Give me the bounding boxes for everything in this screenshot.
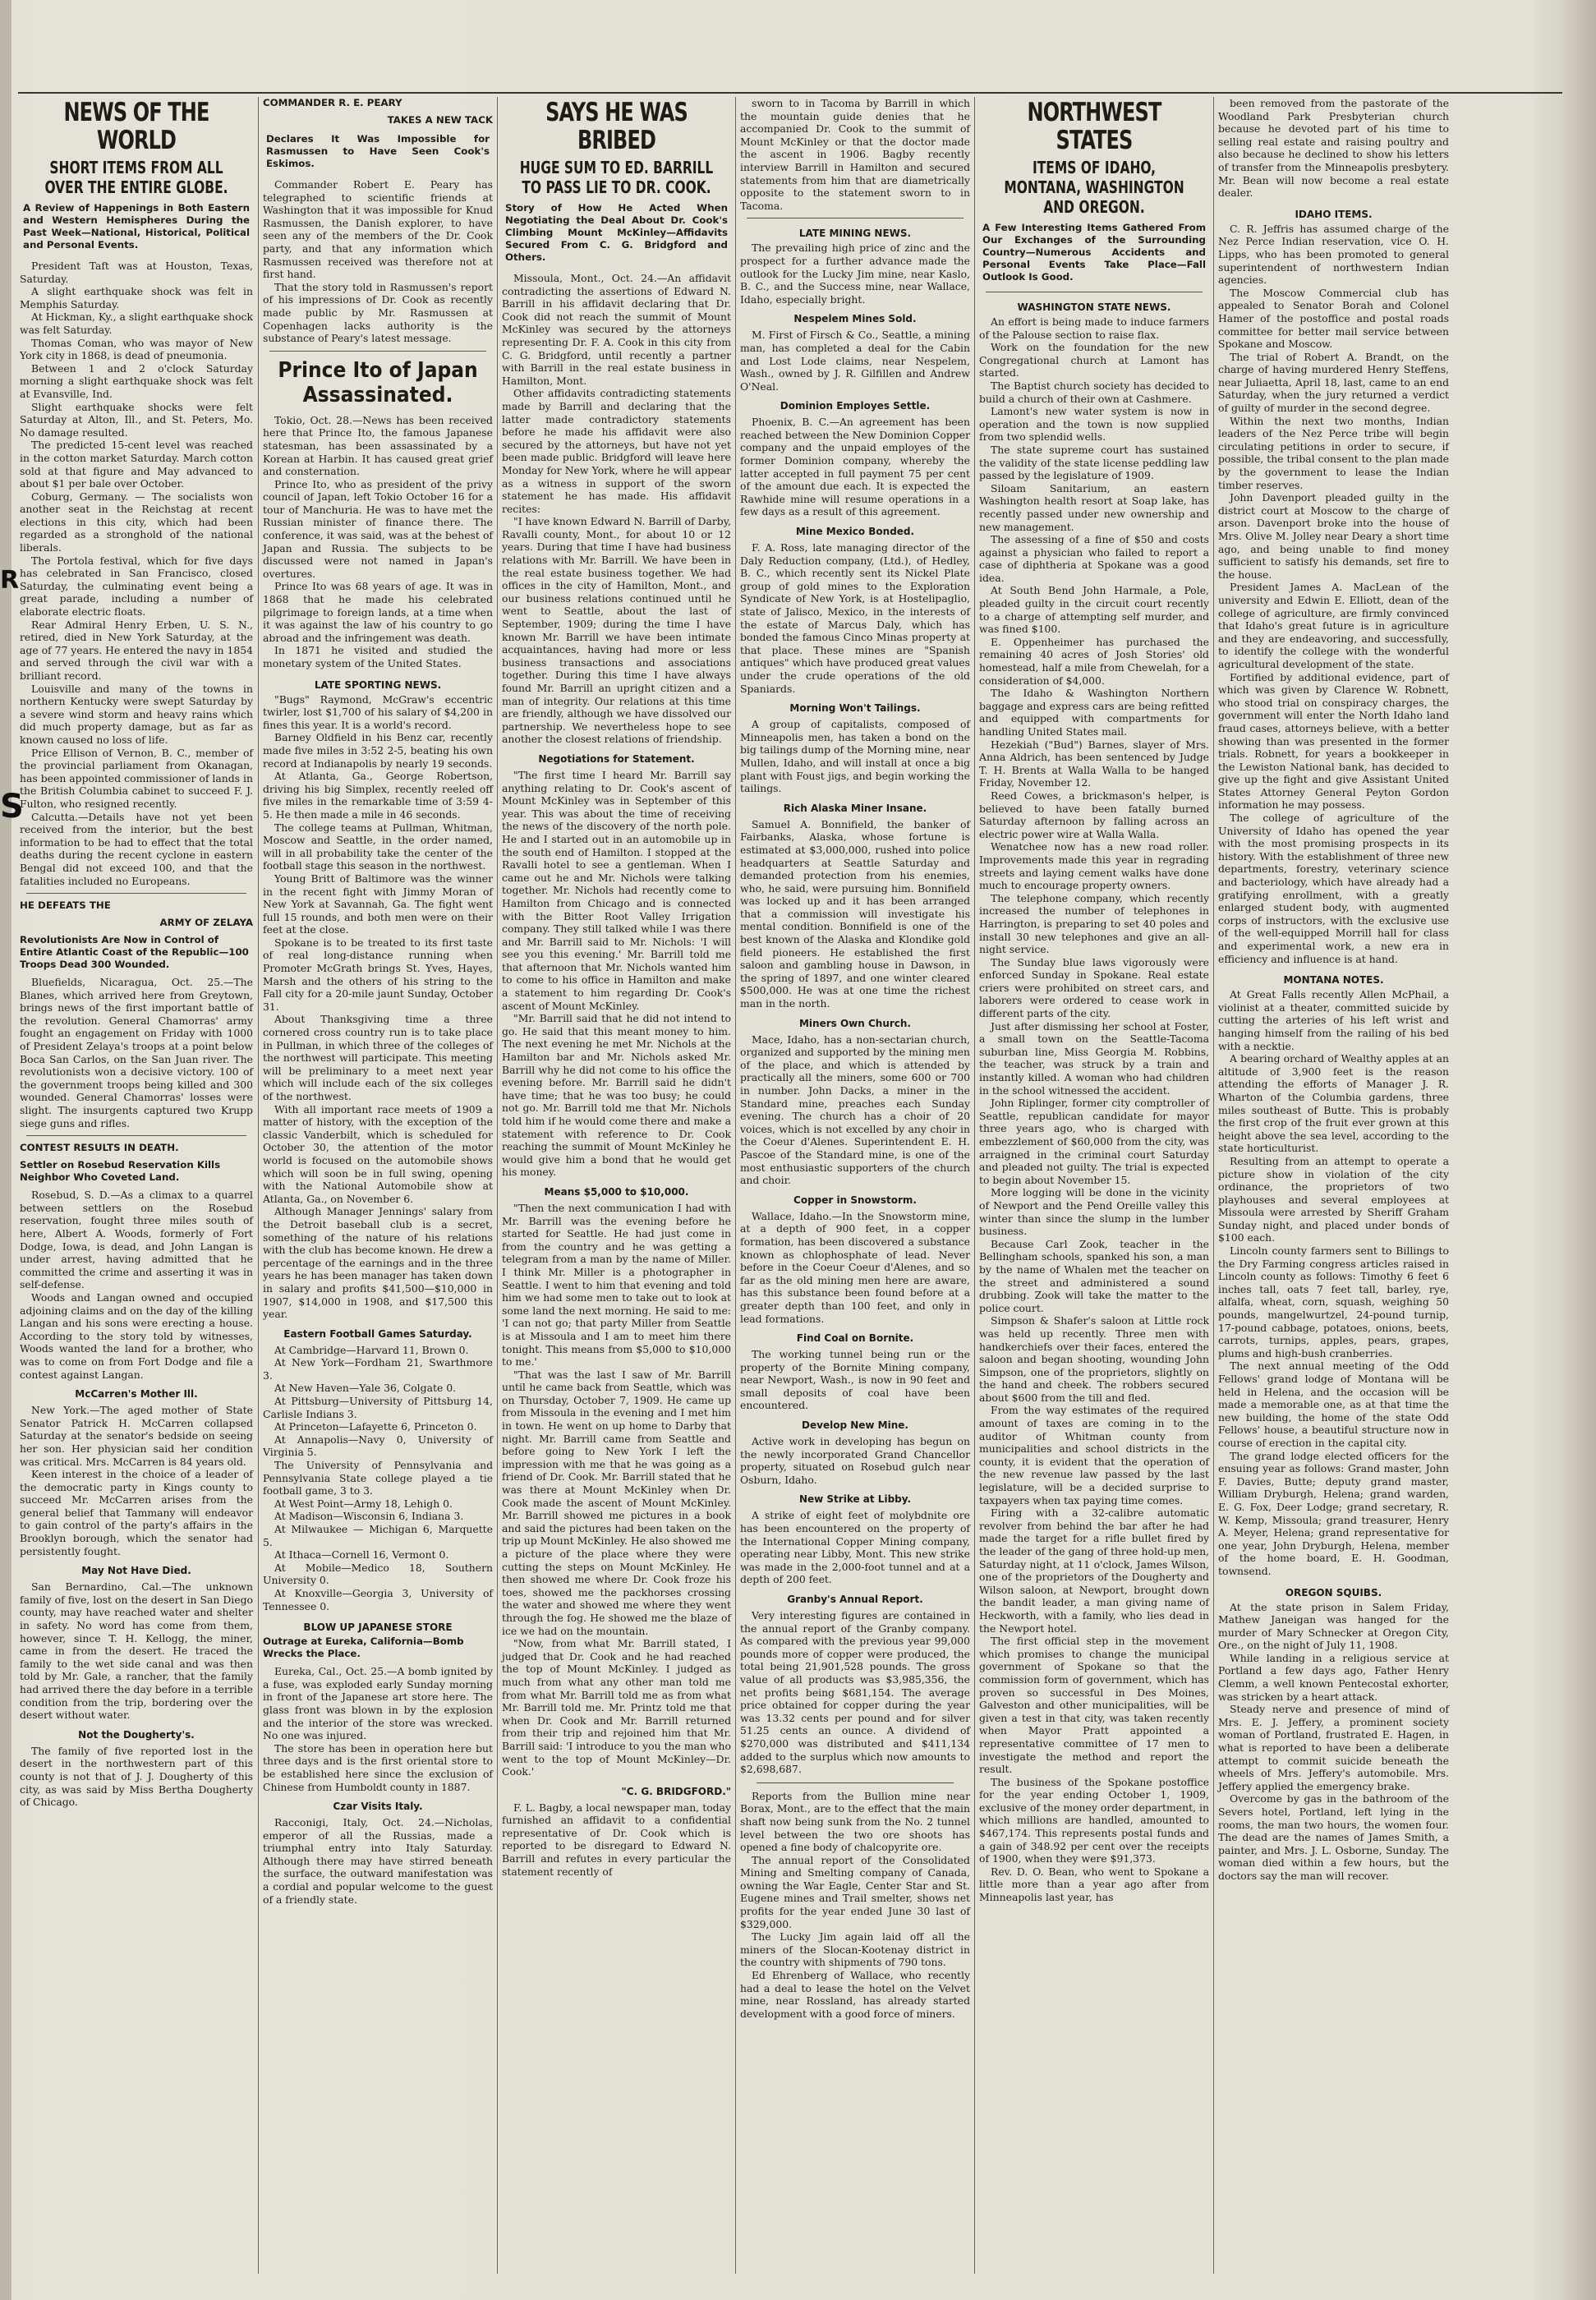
section-headline: CONTEST RESULTS IN DEATH. — [20, 1142, 179, 1154]
paragraph: sworn to in Tacoma by Barrill in which the mountain guide denies that he accompanied Dr. Cook to the summit of Mount McKinley or that the doctor made the ascent in 1906. Bagby recently interview Barrill in Hamilton and secured statements from him that are diametrically opposite to the statement sworn to in Tacoma. — [740, 97, 970, 212]
paragraph-group — [263, 1816, 493, 1906]
paragraph-group — [502, 1801, 731, 1879]
paragraph: Rear Admiral Henry Erben, U. S. N., retired, died in New York Saturday, at the age of 77 years. He entered the navy in 1854 and served through the civil war with a brilliant record. — [20, 618, 253, 682]
paragraph: The telephone company, which recently increased the number of telephones in Harrington, is preparing to set 40 poles and install 30 new telephones and give an all-night service. — [979, 891, 1209, 956]
paragraph: Within the next two months, Indian leaders of the Nez Perce tribe will begin circulating petitions in order to secure, if possible, the tribal consent to the plan made by the government to lease the Indian timber reserves. — [1218, 414, 1449, 491]
paragraph: At New Haven—Yale 36, Colgate 0. — [274, 1382, 457, 1395]
paragraph: Rev. D. O. Bean, who went to Spokane a little more than a year ago after from Minneapolis last year, has — [979, 1865, 1209, 1904]
paragraph-group — [1218, 223, 1449, 965]
paragraph-group — [20, 1580, 253, 1722]
paragraph-group — [740, 1609, 970, 1776]
section-headline: OREGON SQUIBS. — [1285, 1586, 1382, 1598]
section-deck: Revolutionists Are Now in Control of Entire Atlantic Coast of the Republic—100 Troops Dead 300 Wounded. — [20, 934, 249, 971]
item-headline: Means $5,000 to $10,000. — [544, 1185, 689, 1198]
paragraph: At Hickman, Ky., a slight earthquake shock was felt Saturday. — [20, 310, 253, 336]
paragraph: Missoula, Mont., Oct. 24.—An affidavit contradicting the assertions of Edward N. Barrill in his affidavit declaring that Dr. Cook did not reach the summit of Mount McKinley was secured by the attorneys representing Dr. F. A. Cook in this city from C. G. Bridgford, until recently a partner with Barrill in the real estate business in Hamilton, Mont. — [502, 272, 731, 387]
page-right-edge — [1563, 0, 1596, 2300]
item-headline: McCarren's Mother Ill. — [75, 1388, 198, 1401]
item-headline: Eastern Football Games Saturday. — [283, 1327, 472, 1340]
paragraph: The trial of Robert A. Brandt, on the charge of having murdered Henry Steffens, near Juliaetta, April 18, last, came to an end Saturday, when the jury returned a verdict of guilty of murder in the second degree. — [1218, 350, 1449, 415]
paragraph: Firing with a 32-calibre automatic revolver from behind the bar after he had made the target for a rifle bullet fired by the leader of the gang of three hold-up men, Saturday night, at 11 o'clock, James Wilson, one of the proprietors of the Dougherty and Wilson saloon, at Newport, brought down the bandit leader, a man giving name of Heckworth, with a family, who lies dead in the Newport hotel. — [979, 1506, 1209, 1635]
section-headline: WASHINGTON STATE NEWS. — [1017, 301, 1171, 313]
paragraph: Siloam Sanitarium, an eastern Washington health resort at Soap lake, has recently passed under new ownership and new management. — [979, 481, 1209, 533]
paragraph: About Thanksgiving time a three cornered cross country run is to take place in Pullman, in which three of the colleges of the northwest will participate. This meeting will be preliminary to a meet next year which will include each of the six colleges of the northwest. — [263, 1013, 493, 1102]
paragraph: More logging will be done in the vicinity of Newport and the Pend Oreille valley this winter than since the slump in the lumber business. — [979, 1186, 1209, 1238]
paragraph: The Baptist church society has decided to build a church of their own at Cashmere. — [979, 379, 1209, 405]
paragraph: John Davenport pleaded guilty in the district court at Moscow to the charge of arson. Davenport broke into the house of Mrs. Olive M. Jolley near Deary a short time ago, and being unable to find money sufficient to satisfy his demands, set fire to the house. — [1218, 491, 1449, 581]
section-headline: BLOW UP JAPANESE STORE — [303, 1622, 453, 1634]
paragraph: Although Manager Jennings' salary from the Detroit baseball club is a secret, something of the nature of his relations with the club has become known. He drew a percentage of the earnings and in the three years he has been manager has taken down in salary and profits $41,500—$10,000 in 1907, $14,000 in 1908, and $17,500 this year. — [263, 1205, 493, 1321]
paragraph: Spokane is to be treated to its first taste of real long-distance running when Promoter McGrath brings St. Yves, Hayes, Marsh and the others of his string to the Fall city for a 20-mile jaunt Sunday, October 31. — [263, 936, 493, 1013]
page-top-rule — [18, 92, 1562, 94]
paragraph: At West Point—Army 18, Lehigh 0. — [274, 1497, 453, 1510]
paragraph: At Annapolis—Navy 0, University of Virginia 5. — [263, 1433, 493, 1459]
paragraph: At Cambridge—Harvard 11, Brown 0. — [274, 1343, 469, 1356]
paragraph: Bluefields, Nicaragua, Oct. 25.—The Blanes, which arrived here from Greytown, brings news of the first important battle of the revolution. General Chamorras' army fought an engagement on Friday with 1000 of President Zelaya's troops at a point below Boca San Carlos, on the San Juan river. The revolutionists won a decisive victory. 100 of the government troops being killed and 300 wounded. General Chamorras' losses were slight. The insurgents captured two Krupp siege guns and rifles. — [20, 976, 253, 1129]
section-headline: ARMY OF ZELAYA — [159, 917, 253, 929]
column-rule — [258, 97, 259, 2274]
paragraph-group — [740, 718, 970, 795]
paragraph: Overcome by gas in the bathroom of the Severs hotel, Portland, left lying in the rooms, the man two hours, the women four. The dead are the names of James Smith, a painter, and Mrs. J. L. Osborne, Sunday. The woman died within a few hours, but the doctors say the man will recover. — [1218, 1792, 1449, 1882]
paragraph: Lincoln county farmers sent to Billings to the Dry Farming congress articles raised in Lincoln county as follows: Timothy 6 feet 6 inches tall, oats 7 feet tall, barley, rye, alfalfa, wheat, corn, squash, weighing 50 pounds, mangelwurtzel, 24-pound turnip, 17-pound cabbage, potatoes, onions, beets, carrots, turnips, apples, pears, grapes, plums and high-bush cranberries. — [1218, 1244, 1449, 1359]
section-headline: MONTANA NOTES. — [1283, 974, 1384, 987]
paragraph: The University of Pennsylvania and Pennsylvania State college played a tie football game, 3 to 3. — [263, 1459, 493, 1497]
paragraph-group — [740, 242, 970, 306]
adjacent-page-fragment: S — [0, 788, 24, 826]
paragraph-group — [740, 97, 970, 212]
paragraph-group — [740, 541, 970, 695]
paragraph: F. L. Bagby, a local newspaper man, today furnished an affidavit to a confidential representative of Dr. Cook which is reported to be disregard to Edward N. Barrill and refutes in every particular the statement recently of — [502, 1801, 731, 1878]
section-headline: IDAHO ITEMS. — [1295, 208, 1373, 220]
paragraph: Mace, Idaho, has a non-sectarian church, organized and supported by the mining men of the place, and which is attended by practically all the miners, some 600 or 700 in number. John Dacks, a miner in the Standard mine, preaches each Sunday evening. The church has a choir of 20 voices, which is not excelled by any choir in the Coeur d'Alenes. Superintendent E. H. Pascoe of the Standard mine, is one of the most enthusiastic supporters of the church and choir. — [740, 1033, 970, 1187]
paragraph: Rosebud, S. D.—As a climax to a quarrel between settlers on the Rosebud reservation, fought three miles south of here, Albert A. Woods, formerly of Fort Dodge, Iowa, is dead, and John Langan is under arrest, having admitted that he committed the crime and asserting it was in self-defense. — [20, 1189, 253, 1291]
item-headline: Copper in Snowstorm. — [793, 1194, 917, 1206]
paragraph-group — [502, 272, 731, 746]
paragraph: At Mobile—Medico 18, Southern University 0. — [263, 1561, 493, 1587]
paragraph: "Bugs" Raymond, McGraw's eccentric twirler, lost $1,700 of his salary of $4,200 in fines this year. It is a world's record. — [263, 692, 493, 731]
paragraph: Resulting from an attempt to operate a picture show in violation of the city ordinance, the proprietors of two playhouses and several employees at Missoula were arrested by Sheriff Graham Sunday night, and placed under bonds of $100 each. — [1218, 1154, 1449, 1244]
paragraph-group — [740, 1210, 970, 1325]
paragraph: Ed Ehrenberg of Wallace, who recently had a deal to lease the hotel on the Velvet mine, near Rossland, has already started development with a good force of miners. — [740, 1969, 970, 2020]
paragraph: With all important race meets of 1909 a matter of history, with the exception of the classic Vanderbilt, which is scheduled for October 30, the attention of the motor world is focused on the automobile shows which will soon be in full swing, opening with the National Automobile show at Atlanta, Ga., on November 6. — [263, 1102, 493, 1205]
paragraph: A bearing orchard of Wealthy apples at an altitude of 3,900 feet is the reason attending the efforts of Manager J. R. Wharton of the Columbia gardens, three miles southeast of Butte. This is probably the first crop of the fruit ever grown at this height above the sea level, according to the state horticulturist. — [1218, 1052, 1449, 1155]
paragraph: New York.—The aged mother of State Senator Patrick H. McCarren collapsed Saturday at the senator's bedside on seeing her son. Her physician said her condition was critical. Mrs. McCarren is 84 years old. — [20, 1404, 253, 1468]
paragraph: The state supreme court has sustained the validity of the state license peddling law passed by the legislature of 1909. — [979, 443, 1209, 482]
paragraph: The working tunnel being run or the property of the Bornite Mining company, near Newport, Wash., is now in 90 feet and small deposits of coal have been encountered. — [740, 1348, 970, 1412]
paragraph: The Moscow Commercial club has appealed to Senator Borah and Colonel Hamer of the postoffice and postal roads committee for better mail service between Spokane and Moscow. — [1218, 286, 1449, 351]
item-headline: Nespelem Mines Sold. — [793, 313, 917, 325]
item-headline: Develop New Mine. — [802, 1419, 908, 1432]
item-headline: Find Coal on Bornite. — [796, 1332, 914, 1345]
paragraph: Barney Oldfield in his Benz car, recently made five miles in 3:52 2-5, beating his own record at Indianapolis by nearly 19 seconds. — [263, 731, 493, 770]
paragraph-group — [20, 1404, 253, 1557]
section-divider — [26, 893, 246, 894]
paragraph: From the way estimates of the required amount of taxes are coming in to the auditor of Whitman county from municipalities and school districts in the county, it is evident that the operation of the new revenue law passed by the last legislature, will be a decided surprise to taxpayers when tax paying time comes. — [979, 1404, 1209, 1506]
paragraph-group — [979, 315, 1209, 1904]
item-headline: Czar Visits Italy. — [333, 1801, 423, 1813]
paragraph: That the story told in Rasmussen's report of his impressions of Dr. Cook as recently made public by Mr. Rasmussen at Copenhagen lacks authority is the substance of Peary's latest message. — [263, 280, 493, 345]
paragraph: Tokio, Oct. 28.—News has been received here that Prince Ito, the famous Japanese statesman, has been assassinated by a Korean at Harbin. It has caused great grief and consternation. — [263, 413, 493, 478]
paragraph: Commander Robert E. Peary has telegraphed to scientific friends at Washington that it was impossible for Knud Rasmussen, the Danish explorer, to have seen any of the members of the Dr. Cook party, and that any information which Rasmussen received was therefore not at first hand. — [263, 178, 493, 281]
paragraph: The Idaho & Washington Northern baggage and express cars are being refitted and equipped with compartments for handling United States mail. — [979, 687, 1209, 738]
item-headline: Miners Own Church. — [798, 1017, 911, 1029]
paragraph: John Riplinger, former city comptroller of Seattle, republican candidate for mayor three years ago, who is charged with embezzlement of $60,000 from the city, was arraigned in the criminal court Saturday and pleaded not guilty. The trial is expected to begin about November 15. — [979, 1097, 1209, 1186]
paragraph: Samuel A. Bonnifield, the banker of Fairbanks, Alaska, whose fortune is estimated at $3,000,000, rushed into police headquarters at Seattle Saturday and demanded protection from his enemies, who, he said, were pursuing him. Bonnifield was locked up and it has been arranged that a commission will investigate his mental condition. Bonnifield is one of the best known of the Alaska and Klondike gold field pioneers. He established the first saloon and gambling house in Dawson, in the spring of 1897, and one winter cleared $500,000. He was at one time the richest man in the north. — [740, 817, 970, 1010]
paragraph-group — [1218, 97, 1449, 200]
paragraph: Calcutta.—Details have not yet been received from the interior, but the best information to be had to effect that the total deaths during the recent cyclone in eastern Bengal did not exceed 100, and that the fatalities included no Europeans. — [20, 810, 253, 887]
paragraph-group — [263, 1665, 493, 1793]
column-mining-news — [740, 97, 970, 2274]
paragraph: Racconigi, Italy, Oct. 24.—Nicholas, emperor of all the Russias, made a triumphal entry into Italy Saturday. Although there may have stirred beneath the surface, the outward manifestation was a cordial and popular welcome to the guest of a friendly state. — [263, 1816, 493, 1906]
paragraph-group — [20, 1745, 253, 1809]
column-peary-ito-sports — [263, 97, 493, 2274]
paragraph-group — [740, 818, 970, 1010]
paragraph: At Milwaukee — Michigan 6, Marquette 5. — [263, 1523, 493, 1548]
paragraph-group — [1218, 988, 1449, 1577]
paragraph: Prince Ito was 68 years of age. It was in 1868 that he made his celebrated pilgrimage to foreign lands, at a time when it was against the law of his country to go abroad and the infringement was death. — [263, 580, 493, 644]
paragraph: An effort is being made to induce farmers of the Palouse section to raise flax. — [979, 315, 1209, 341]
paragraph: Coburg, Germany. — The socialists won another seat in the Reichstag at recent elections in this city, which had been regarded as a stronghold of the national liberals. — [20, 490, 253, 554]
paragraph: President James A. MacLean of the university and Edwin E. Elliott, dean of the college of agriculture, are firmly convinced that Idaho's great future is in agriculture and they are endeavoring, and successfully, to identify the college with the wonderful agricultural development of the state. — [1218, 581, 1449, 670]
paragraph: Wallace, Idaho.—In the Snowstorm mine, at a depth of 900 feet, in a copper formation, has been discovered a substance known as chlophosphate of lead. Never before in the Coeur Coeur d'Alenes, and so far as the old mining men here are aware, has this substance been found before at a greater depth than 100 feet, and only in lead formations. — [740, 1209, 970, 1325]
paragraph: "Now, from what Mr. Barrill stated, I judged that Dr. Cook and he had reached the top of Mount McKinley. I judged as much from what any other man told me from what Mr. Barrill told me as from what Mr. Barrill told me. Mr. Printz told me that when Dr. Cook and Mr. Barrill returned from their trip and rejoined him that Mr. Barrill said: 'I introduce to you the man who went to the top of Mount McKinley—Dr. Cook.' — [502, 1637, 731, 1778]
column-says-he-was-bribed — [502, 97, 731, 2274]
paragraph: At Madison—Wisconsin 6, Indiana 3. — [274, 1510, 464, 1523]
paragraph: At South Bend John Harmale, a Pole, pleaded guilty in the circuit court recently to a charge of attempting self murder, and was fined $100. — [979, 584, 1209, 636]
section-divider — [757, 1782, 954, 1783]
deck: Declares It Was Impossible for Rasmussen to Have Seen Cook's Eskimos. — [266, 133, 490, 169]
paragraph-group — [740, 1348, 970, 1412]
paragraph-group — [740, 329, 970, 393]
headline: SAYS HE WAS BRIBED — [545, 98, 688, 155]
paragraph: The Lucky Jim again laid off all the miners of the Slocan-Kootenay district in the country with shipments of 790 tons. — [740, 1930, 970, 1969]
paragraph: At Princeton—Lafayette 6, Princeton 0. — [274, 1420, 477, 1433]
paragraph: C. R. Jeffris has assumed charge of the Nez Perce Indian reservation, vice O. H. Lipps, who has been promoted to general superintendent of northwestern Indian agencies. — [1218, 222, 1449, 287]
paragraph: Louisville and many of the towns in northern Kentucky were swept Saturday by a severe wind storm and heavy rains which did much property damage, but as far as known caused no loss of life. — [20, 682, 253, 746]
section-headline: LATE MINING NEWS. — [798, 228, 912, 240]
paragraph: The Sunday blue laws vigorously were enforced Sunday in Spokane. Real estate criers were prohibited on street cars, and laborers were ordered to cease work in different parts of the city. — [979, 955, 1209, 1020]
paragraph: Woods and Langan owned and occupied adjoining claims and on the day of the killing Langan and his sons were erecting a house. According to the story told by witnesses, Woods wanted the land for a brother, who was to come on from Fort Dodge and file a contest against Langan. — [20, 1290, 253, 1381]
paragraph: "Mr. Barrill said that he did not intend to go. He said that this meant money to him. The next evening he met Mr. Nichols at the Hamilton bar and Mr. Nichols asked Mr. Barrill why he did not come to his office the evening before. Mr. Barrill said he didn't have time; that he was too busy; he could not go. Mr. Barrill told me that Mr. Nichols told him if he would come there and make a statement with reference to Dr. Cook reaching the summit of Mount McKinley he would give him a bond that he would get his money. — [502, 1012, 731, 1179]
paragraph: President Taft was at Houston, Texas, Saturday. — [20, 260, 253, 285]
item-headline: Negotiations for Statement. — [538, 752, 695, 765]
column-rule — [974, 97, 975, 2274]
adjacent-page-fragment: R — [0, 566, 20, 595]
column-northwest-states — [979, 97, 1209, 2274]
paragraph: The annual report of the Consolidated Mining and Smelting company of Canada, owning the War Eagle, Center Star and St. Eugene mines and Trail smelter, shows net profits for the year ended June 30 last of $329,000. — [740, 1853, 970, 1930]
paragraph: Work on the foundation for the new Congregational church at Lamont has started. — [979, 341, 1209, 380]
column-rule — [1213, 97, 1214, 2274]
paragraph: At Ithaca—Cornell 16, Vermont 0. — [274, 1548, 449, 1562]
paragraph: Slight earthquake shocks were felt Saturday at Alton, Ill., and St. Peters, Mo. No damage resulted. — [20, 400, 253, 439]
item-headline: New Strike at Libby. — [798, 1493, 912, 1506]
paragraph: Just after dismissing her school at Foster, a small town on the Seattle-Tacoma suburban line, Miss Georgia M. Robbins, the teacher, was struck by a train and instantly killed. A woman who had children in the school witnessed the accident. — [979, 1019, 1209, 1097]
paragraph-group — [740, 1790, 970, 2021]
paragraph: F. A. Ross, late managing director of the Daly Reduction company, (Ltd.), of Hedley, B. C., which recently sent its Nickel Plate group of gold mines to the Exploration Syndicate of New York, is at Hostelipaglio, state of Jalisco, Mexico, in the interests of the estate of Marcus Daly, which has bonded the famous Cinco Minas property at that place. These mines are "Spanish antiques" which have produced great values under the crude operations of the old Spaniards. — [740, 541, 970, 695]
signature: "C. G. BRIDGFORD." — [621, 1785, 731, 1797]
section-headline: HE DEFEATS THE — [20, 899, 111, 912]
column-state-items — [1218, 97, 1449, 2274]
item-headline: Rich Alaska Miner Insane. — [783, 802, 927, 814]
paragraph: Thomas Coman, who was mayor of New York city in 1868, is dead of pneumonia. — [20, 336, 253, 362]
paragraph-group — [740, 1509, 970, 1586]
paragraph-group — [20, 1189, 253, 1381]
kicker: TAKES A NEW TACK — [387, 114, 493, 126]
paragraph: At Knoxville—Georgia 3, University of Tennessee 0. — [263, 1586, 493, 1612]
paragraph: Price Ellison of Vernon, B. C., member of the provincial parliament from Okanagan, has been appointed commissioner of lands in the British Columbia cabinet to succeed F. J. Fulton, who resigned recently. — [20, 746, 253, 810]
paragraph-group — [1218, 1601, 1449, 1883]
subheadline: SHORT ITEMS FROM ALL OVER THE ENTIRE GLOBE. — [44, 158, 228, 197]
paragraph: Fortified by additional evidence, part of which was given by Clarence W. Robnett, who stood trial on conspiracy charges, the government will enter the North Idaho land fraud cases, attorneys believe, with a better showing than was presented in the former trials. Robnett, for years a bookkeeper in the Lewiston National bank, has decided to give up the fight and give Assistant United States Attorney General Peyton Gordon information he may possess. — [1218, 670, 1449, 812]
paragraph: A strike of eight feet of molybdnite ore has been encountered on the property of the International Copper Mining company, operating near Libby, Mont. This new strike was made in the 2,000-foot tunnel and at a depth of 200 feet. — [740, 1509, 970, 1586]
item-headline: Morning Won't Tailings. — [789, 702, 921, 715]
section-divider — [26, 1135, 246, 1136]
item-headline: Mine Mexico Bonded. — [795, 526, 915, 538]
paragraph-group — [20, 260, 253, 887]
paragraph: At the state prison in Salem Friday, Mathew Janeigan was hanged for the murder of Mary Schnecker at Oregon City, Ore., on the night of July 11, 1908. — [1218, 1600, 1449, 1652]
paragraph: At Pittsburg—University of Pittsburg 14, Carlisle Indians 3. — [263, 1395, 493, 1420]
paragraph-group — [20, 976, 253, 1129]
paragraph: The assessing of a fine of $50 and costs against a physician who failed to report a case of diphtheria at Spokane was a good idea. — [979, 533, 1209, 584]
column-rule — [735, 97, 736, 2274]
paragraph-group — [263, 1344, 493, 1612]
paragraph-group — [740, 1435, 970, 1486]
deck: A Review of Happenings in Both Eastern and Western Hemispheres During the Past Week—National, Historical, Political and Personal Events. — [23, 202, 250, 251]
paragraph: "The first time I heard Mr. Barrill say anything relating to Dr. Cook's ascent of Mount McKinley was in September of this year. This was about the time of receiving the news of the discovery of the north pole. He and I started out in an automobile up in the south end of Hamilton. I stopped at the Ravalli hotel to see a gentleman. When I came out he and Mr. Nichols were talking together. Mr. Nichols had recently come to Hamilton from Chicago and is connected with the Bitter Root Valley Irrigation company. They still talked while I was there and Mr. Barrill said to Mr. Nichols: 'I will see you this evening.' Mr. Barrill told me that afternoon that Mr. Nichols wanted him to come to his office in Hamilton and make a statement to him regarding Dr. Cook's ascent of Mount McKinley. — [502, 768, 731, 1012]
paragraph-group — [502, 1202, 731, 1778]
section-deck: Settler on Rosebud Reservation Kills Neighbor Who Coveted Land. — [20, 1159, 221, 1184]
paragraph: Steady nerve and presence of mind of Mrs. E. J. Jeffery, a prominent society woman of Portland, frustrated E. Hagen, in what is reported to have been a deliberate attempt to commit suicide beneath the wheels of Mrs. Jeffery's automobile. Mrs. Jeffery applied the emergency brake. — [1218, 1703, 1449, 1792]
paragraph: The predicted 15-cent level was reached in the cotton market Saturday. March cotton sold at that figure and May advanced to about $1 per bale over October. — [20, 439, 253, 490]
paragraph: Because Carl Zook, teacher in the Bellingham schools, spanked his son, a man by the name of Whalen met the teacher on the street and administered a sound drubbing. Zook will take the matter to the police court. — [979, 1237, 1209, 1314]
paragraph: While landing in a religious service at Portland a few days ago, Father Henry Clemm, a well known Pentecostal exhorter, was stricken by a heart attack. — [1218, 1651, 1449, 1703]
paragraph: Eureka, Cal., Oct. 25.—A bomb ignited by a fuse, was exploded early Sunday morning in front of the Japanese art store here. The glass front was blown in by the explosion and the interior of the store was wrecked. No one was injured. — [263, 1665, 493, 1742]
gutter-strip — [0, 0, 24, 2300]
column-rule — [497, 97, 498, 2274]
paragraph: The college teams at Pullman, Whitman, Moscow and Seattle, in the order named, will in all probability take the center of the football stage this season in the northwest. — [263, 821, 493, 872]
kicker: COMMANDER R. E. PEARY — [263, 97, 402, 108]
item-headline: Granby's Annual Report. — [787, 1594, 923, 1605]
paragraph: The college of agriculture of the University of Idaho has opened the year with the most promising prospects in its history. With the establishment of three new departments, forestry, veterinary science and bacteriology, which have already had a gratifying enrollment, with a greatly enlarged student body, with augmented corps of instructors, with the exclusive use of the well-equipped Morrill hall for class and experimental work, a new era in efficiency and influence is at hand. — [1218, 812, 1449, 965]
paragraph: "Then the next communication I had with Mr. Barrill was the evening before he started for Seattle. He had just come in from the country and he was getting a telegram from a man by the name of Miller. I think Mr. Miller is a photographer in Seattle. I went to him that evening and told him we had some men to take out to look at some land the next morning. He said to me: 'I can not go; that party Miller from Seattle is at Missoula and I am to meet him there tonight. This means from $5,000 to $10,000 to me.' — [502, 1201, 731, 1368]
paragraph: The prevailing high price of zinc and the prospect for a further advance made the outlook for the Lucky Jim mine, near Kaslo, B. C., and the Success mine, near Wallace, Idaho, especially bright. — [740, 242, 970, 306]
item-headline: Dominion Employes Settle. — [780, 400, 931, 412]
section-headline: Prince Ito of Japan Assassinated. — [278, 357, 478, 407]
paragraph: Prince Ito, who as president of the privy council of Japan, left Tokio October 16 for a tour of Manchuria. He was to have met the Russian minister of finance there. The conference, it was said, was at the behest of Japan and Russia. The subjects to be discussed were not named in Japan's overtures. — [263, 477, 493, 580]
paragraph: Other affidavits contradicting statements made by Barrill and declaring that the latter made contradictory statements before he made his affidavit were also secured by the attorneys, but have not yet been made public. Bridgford will leave here Monday for New York, where he will appear as a witness in support of the sworn statement he has made. His affidavit recites: — [502, 387, 731, 515]
paragraph: Young Britt of Baltimore was the winner in the recent fight with Jimmy Moran of New York at Savannah, Ga. The fight went full 15 rounds, and both men were on their feet at the close. — [263, 872, 493, 936]
headline: NEWS OF THE WORLD — [63, 98, 209, 155]
paragraph-group — [263, 693, 493, 1321]
paragraph: Hezekiah ("Bud") Barnes, slayer of Mrs. Anna Aldrich, has been sentenced by Judge T. H. Brents at Walla Walla to be hanged Friday, November 12. — [979, 738, 1209, 789]
paragraph: M. First of Firsch & Co., Seattle, a mining man, has completed a deal for the Cabin and Lost Lode claims, near Nespelem, Wash., owned by J. R. Gilfillen and Andrew O'Neal. — [740, 329, 970, 393]
item-headline: May Not Have Died. — [81, 1565, 191, 1577]
paragraph: Wenatchee now has a new road roller. Improvements made this year in regrading streets and laying cement walks have done much to encourage property owners. — [979, 840, 1209, 892]
paragraph-group — [502, 769, 731, 1179]
paragraph: Between 1 and 2 o'clock Saturday morning a slight earthquake shock was felt at Evansville, Ind. — [20, 361, 253, 400]
paragraph-group — [263, 414, 493, 670]
section-headline: LATE SPORTING NEWS. — [314, 678, 442, 691]
paragraph: "I have known Edward N. Barrill of Darby, Ravalli county, Mont., for about 10 or 12 years. During that time I have had business relations with Mr. Barrill. We have been in the real estate business together. We had offices in the city of Hamilton, Mont., and our business relations continued until he went to Seattle, about the last of September, 1909; during the time I have known Mr. Barrill we have been intimate acquaintances, having had more or less business transactions and associations together. During this time I have always found Mr. Barrill an upright citizen and a man of integrity. Our relations at this time are friendly, although we have dissolved our partnership. We nevertheless hope to see another the closest relations of friendship. — [502, 515, 731, 746]
paragraph: Reed Cowes, a brickmason's helper, is believed to have been fatally burned Saturday afternoon by falling across an electric power wire at Walla Walla. — [979, 789, 1209, 840]
paragraph: Keen interest in the choice of a leader of the democratic party in Kings county to succeed Mr. McCarren arises from the general belief that Tammany will endeavor to gain control of the party's affairs in the Brooklyn borough, which the senator had persistently fought. — [20, 1468, 253, 1557]
paragraph: Phoenix, B. C.—An agreement has been reached between the New Dominion Copper company and the unpaid employes of the former Dominion company, whereby the latter accepted in full payment 75 per cent of the amount due each. It is expected the Rawhide mine will resume operations in a few days as a result of this agreement. — [740, 416, 970, 518]
paragraph: E. Oppenheimer has purchased the remaining 40 acres of Josh Stories' old homestead, half a mile from Chewelah, for a consideration of $4,000. — [979, 635, 1209, 687]
paragraph: Very interesting figures are contained in the annual report of the Granby company. As compared with the previous year 99,000 pounds more of copper were produced, the total being 21,901,528 pounds. The gross value of all products was $3,985,356, the net profits being $681,154. The average price obtained for copper during the year was 13.32 cents per pound and for silver 51.25 cents an ounce. A dividend of $270,000 was distributed and $411,134 added to the surplus which now amounts to $2,698,687. — [740, 1609, 970, 1776]
paragraph: At Great Falls recently Allen McPhail, a violinist at a theater, committed suicide by cutting the arteries of his left wrist and hanging himself from the railing of his bed with a necktie. — [1218, 988, 1449, 1052]
paragraph: Reports from the Bullion mine near Borax, Mont., are to the effect that the main shaft now being sunk from the No. 2 tunnel level between the two ore shoots has opened a fine body of chalcopyrite ore. — [740, 1789, 970, 1854]
paragraph: The first official step in the movement which promises to change the municipal government of Spokane so that the commission form of government, which has proven so successful in Des Moines, Galveston and other municipalities, will be given a test in that city, was taken recently when Mayor Pratt appointed a representative committee of 17 men to investigate the method and report the result. — [979, 1635, 1209, 1776]
paragraph: A slight earthquake shock was felt in Memphis Saturday. — [20, 285, 253, 310]
paragraph-group — [263, 178, 493, 345]
paragraph: The next annual meeting of the Odd Fellows' grand lodge of Montana will be held in Helena, and the occasion will be made a memorable one, as at that time the new building, the home of the state Odd Fellows' house, a beautiful structure now in course of erection in the capital city. — [1218, 1359, 1449, 1449]
paragraph: Lamont's new water system is now in operation and the town is now supplied from two splendid wells. — [979, 405, 1209, 444]
paragraph: The family of five reported lost in the desert in the northwestern part of this county is not that of J. J. Dougherty of this city, as was said by Miss Bertha Dougherty of Chicago. — [20, 1744, 253, 1809]
subheadline: ITEMS OF IDAHO, MONTANA, WASHINGTON AND OREGON. — [1004, 158, 1184, 217]
deck: Story of How He Acted When Negotiating the Deal About Dr. Cook's Climbing Mount McKinley—Affidavits Secured From C. G. Bridgford and Others. — [505, 202, 728, 263]
paragraph: At Atlanta, Ga., George Robertson, driving his big Simplex, recently reeled off five miles in the remarkable time of 3:59 4-5. He then made a mile in 46 seconds. — [263, 770, 493, 821]
deck: A Few Interesting Items Gathered From Our Exchanges of the Surrounding Country—Numerous Accidents and Personal Events Take Place—Fall Outlook Is Good. — [982, 222, 1206, 283]
paragraph: In 1871 he visited and studied the monetary system of the United States. — [263, 644, 493, 669]
paragraph: The store has been in operation here but three days and is the first oriental store to be established here since the exclusion of Chinese from Humboldt county in 1887. — [263, 1741, 493, 1793]
headline: NORTHWEST STATES — [1027, 98, 1161, 155]
section-divider — [269, 351, 486, 352]
paragraph: The Portola festival, which for five days has celebrated in San Francisco, closed Saturday, the culminating event being a great parade, including a number of elaborate electric floats. — [20, 554, 253, 619]
section-deck: Outrage at Eureka, California—Bomb Wrecks the Place. — [263, 1635, 464, 1660]
paragraph: At New York—Fordham 21, Swarthmore 3. — [263, 1356, 493, 1382]
paragraph: Simpson & Shafer's saloon at Little rock was held up recently. Three men with handkerchiefs over their faces, entered the saloon and began shooting, wounding John Simpson, one of the proprietors, slightly on the hand and cheek. The robbers secured about $600 from the till and fled. — [979, 1314, 1209, 1404]
paragraph: been removed from the pastorate of the Woodland Park Presbyterian church because he devoted part of his time to selling real estate and raising poultry and also because he declined to show his letters of transfer from the Minneapolis presbytery. Mr. Bean will now become a real estate dealer. — [1218, 97, 1449, 200]
paragraph-group — [740, 416, 970, 518]
paragraph: Active work in developing has begun on the newly incorporated Grand Chancellor property, situated on Rosebud gulch near Osburn, Idaho. — [740, 1435, 970, 1486]
paragraph: A group of capitalists, composed of Minneapolis men, has taken a bond on the big tailings dump of the Morning mine, near Mullen, Idaho, and will install at once a big plant with Foust jigs, and begin working the tailings. — [740, 718, 970, 795]
item-headline: Not the Dougherty's. — [78, 1728, 195, 1741]
column-news-of-the-world — [20, 97, 253, 2274]
subheadline: HUGE SUM TO ED. BARRILL TO PASS LIE TO DR. COOK. — [519, 158, 714, 197]
paragraph-group — [740, 1033, 970, 1187]
paragraph: "That was the last I saw of Mr. Barrill until he came back from Seattle, which was on Thursday, October 7, 1909. He came up from Missoula in the evening and I met him in town. He went on up home to Darby that night. Mr. Barrill came from Seattle and before going to New York I left the impression with me that he was going as a friend of Dr. Cook. Mr. Barrill stated that he was there at Mount McKinley when Dr. Cook made the ascent of Mount McKinley. Mr. Barrill showed me pictures in a book and said the pictures had been taken on the trip up Mount McKinley. He also showed me a picture of the place where they were cutting the steps on Mount McKinley. He then showed me where Dr. Cook froze his toes, showed me the packhorses crossing the water and showed me where they went through the fog. He showed me the blaze of ice we had on the mountain. — [502, 1368, 731, 1637]
paragraph: The business of the Spokane postoffice for the year ending October 1, 1909, exclusive of the money order department, in which millions are handled, amounted to $467,174. This represents postal funds and a gain of 348.92 per cent over the receipts of 1900, when they were $91,373. — [979, 1775, 1209, 1865]
paragraph: San Bernardino, Cal.—The unknown family of five, lost on the desert in San Diego county, may have reached water and shelter in safety. No word has come from them, however, since T. H. Kellogg, the miner, came in from the desert. He traced the family to the wet side canal and was then told by Mr. Gale, a rancher, that the family had arrived there the day before in a terrible condition from the trip, bordering over the desert without water. — [20, 1580, 253, 1722]
paragraph: The grand lodge elected officers for the ensuing year as follows: Grand master, John F. Davies, Butte; deputy grand master, William Dryburgh, Helena; grand warden, E. G. Fox, Deer Lodge; grand secretary, R. W. Kemp, Missoula; grand treasurer, Henry A. Meyer, Helena; grand representative for one year, John Dryburgh, Helena, member of the home board, E. H. Goodman, townsend. — [1218, 1449, 1449, 1577]
